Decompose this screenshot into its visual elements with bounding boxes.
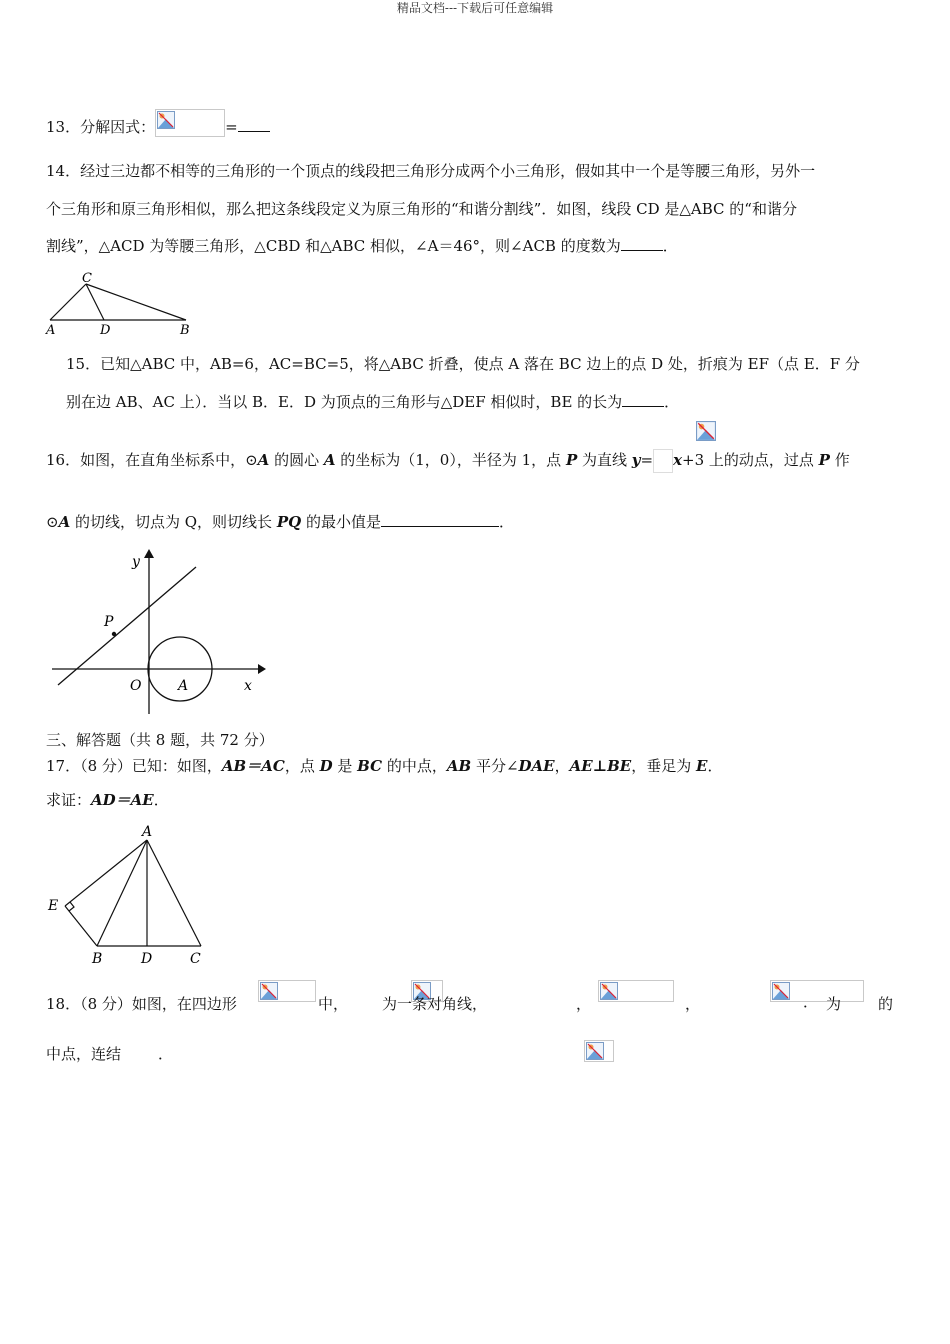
q16-var-a: A: [257, 451, 270, 469]
q17-text: 17．（8 分）已知：如图，: [46, 757, 222, 775]
q17-line-1: [46, 755, 722, 777]
answer-blank[interactable]: [381, 526, 499, 527]
q17-text: 是: [332, 757, 358, 775]
broken-image-icon: [260, 982, 278, 1000]
q15-line-1: 15．已知△ABC 中，AB=6，AC=BC=5，将△ABC 折叠，使点 A 落在 BC 边上的点 D 处，折痕为 EF（点 E．F 分: [66, 355, 860, 373]
q17-text: 的中点，: [382, 757, 447, 775]
answer-blank[interactable]: [621, 250, 663, 251]
q17-proof-label: 求证：: [46, 791, 92, 809]
fig-label-b: B: [92, 951, 103, 967]
broken-image-icon: [600, 982, 618, 1000]
coordinate-figure: [48, 548, 268, 716]
q17-var: DAE: [518, 757, 555, 775]
point-label-p: P: [104, 614, 114, 630]
q16-line-1: [46, 449, 850, 473]
q16-var-a: A: [58, 513, 71, 531]
fig-label-d: D: [141, 951, 153, 967]
q16-text: 16．如图，在直角坐标系中，⊙: [46, 451, 258, 469]
q16-var-a: A: [323, 451, 336, 469]
q15-line-2: [66, 391, 679, 413]
q13-equals: =: [225, 118, 238, 136]
q18-label: 18．（8 分）如图，在四边形: [46, 995, 237, 1013]
broken-image-icon: [772, 982, 790, 1000]
fig-label-e: E: [48, 898, 59, 914]
q17-proof-expr: AD＝AE: [91, 791, 154, 809]
q14-end: ．: [662, 237, 678, 255]
q16-var-y: y: [631, 451, 641, 469]
fig-label-a: A: [46, 323, 56, 338]
q18-text-wei: 为: [826, 995, 842, 1013]
q16-end: ．: [498, 513, 514, 531]
fig-label-a: A: [142, 824, 153, 840]
q17-text: ．: [707, 757, 723, 775]
q14-line-2: 个三角形和原三角形相似，那么把这条线段定义为原三角形的“和谐分割线”．如图，线段 CD 是△ABC 的“和谐分: [46, 200, 797, 218]
q17-text: ．: [153, 791, 169, 809]
q17-proof: [46, 789, 169, 811]
fig-label-c: C: [82, 271, 92, 286]
formula-image-placeholder: [155, 109, 225, 137]
broken-image-icon: [157, 111, 175, 129]
q18-text-diagonal: 为一条对角线，: [382, 995, 488, 1013]
q16-text: 为直线: [577, 451, 632, 469]
q17-text: ，垂足为: [631, 757, 696, 775]
q18-text-de: 的: [878, 995, 894, 1013]
q16-var-p: P: [818, 451, 830, 469]
q17-var: AB: [446, 757, 472, 775]
q14-line-1: 14．经过三边都不相等的三角形的一个顶点的线段把三角形分成两个小三角形，假如其中一个是等腰三角形，另外一: [46, 162, 816, 180]
q18-dot: ．: [803, 993, 819, 1011]
q13-label: 13．分解因式：: [46, 118, 156, 136]
formula-image-placeholder: [584, 1040, 614, 1062]
q15-line-2-text: 别在边 AB、AC 上）．当以 B．E．D 为顶点的三角形与△DEF 相似时，BE 的长为: [66, 393, 623, 411]
q18-line-2: 中点，连结: [46, 1045, 122, 1063]
broken-image-icon: [696, 421, 716, 441]
section-3-heading: 三、解答题（共 8 题，共 72 分）: [46, 731, 274, 749]
origin-label-o: O: [130, 678, 142, 694]
q15-end: ．: [664, 393, 680, 411]
q18-end: ．: [158, 1045, 174, 1063]
page-header: 精品文档---下载后可任意编辑: [396, 1, 554, 15]
triangle-abc-figure: [44, 822, 214, 970]
fig-label-d: D: [100, 323, 111, 338]
q16-text: 的坐标为（1，0），半径为 1，点: [335, 451, 566, 469]
formula-image-placeholder: [258, 980, 316, 1002]
formula-image-placeholder: [598, 980, 674, 1002]
broken-image-icon: [586, 1042, 604, 1060]
fig-label-b: B: [180, 323, 190, 338]
axis-label-x: x: [244, 678, 252, 694]
q16-text: 的最小值是: [301, 513, 381, 531]
q17-expr: AE⊥BE: [569, 757, 632, 775]
q14-line-3-text: 割线”，△ACD 为等腰三角形，△CBD 和△ABC 相似，∠A＝46°，则∠ACB 的度数为: [46, 237, 621, 255]
q17-var: E: [696, 757, 708, 775]
q16-text: ⊙: [46, 513, 59, 531]
q16-text: 的圆心: [269, 451, 324, 469]
q16-text: 作: [829, 451, 850, 469]
fig-label-c: C: [190, 951, 201, 967]
q17-var: D: [319, 757, 333, 775]
q16-var-pq: PQ: [276, 513, 302, 531]
center-label-a: A: [178, 678, 189, 694]
q16-text: 的切线，切点为 Q，则切线长: [70, 513, 277, 531]
q18-text-zhong: 中，: [318, 995, 349, 1013]
q17-text: 平分∠: [471, 757, 519, 775]
answer-blank[interactable]: [622, 406, 664, 407]
q16-var-p: P: [565, 451, 578, 469]
triangle-acd-figure: [44, 268, 194, 338]
q14-line-3: [46, 235, 678, 257]
q17-text: ，点: [284, 757, 320, 775]
axis-label-y: y: [132, 554, 140, 570]
q18-comma: ，: [685, 995, 701, 1013]
fraction-image-placeholder: [653, 449, 673, 473]
q16-equals: =: [640, 451, 654, 469]
q17-var: BC: [357, 757, 383, 775]
q16-text: +3 上的动点，过点: [682, 451, 819, 469]
q17-expr: AB＝AC: [221, 757, 285, 775]
q18-comma: ，: [576, 995, 592, 1013]
answer-blank[interactable]: [238, 131, 270, 132]
q16-line-2: [46, 511, 514, 533]
question-13: [46, 114, 270, 142]
q16-var-x: x: [673, 451, 683, 469]
q17-text: ，: [554, 757, 570, 775]
